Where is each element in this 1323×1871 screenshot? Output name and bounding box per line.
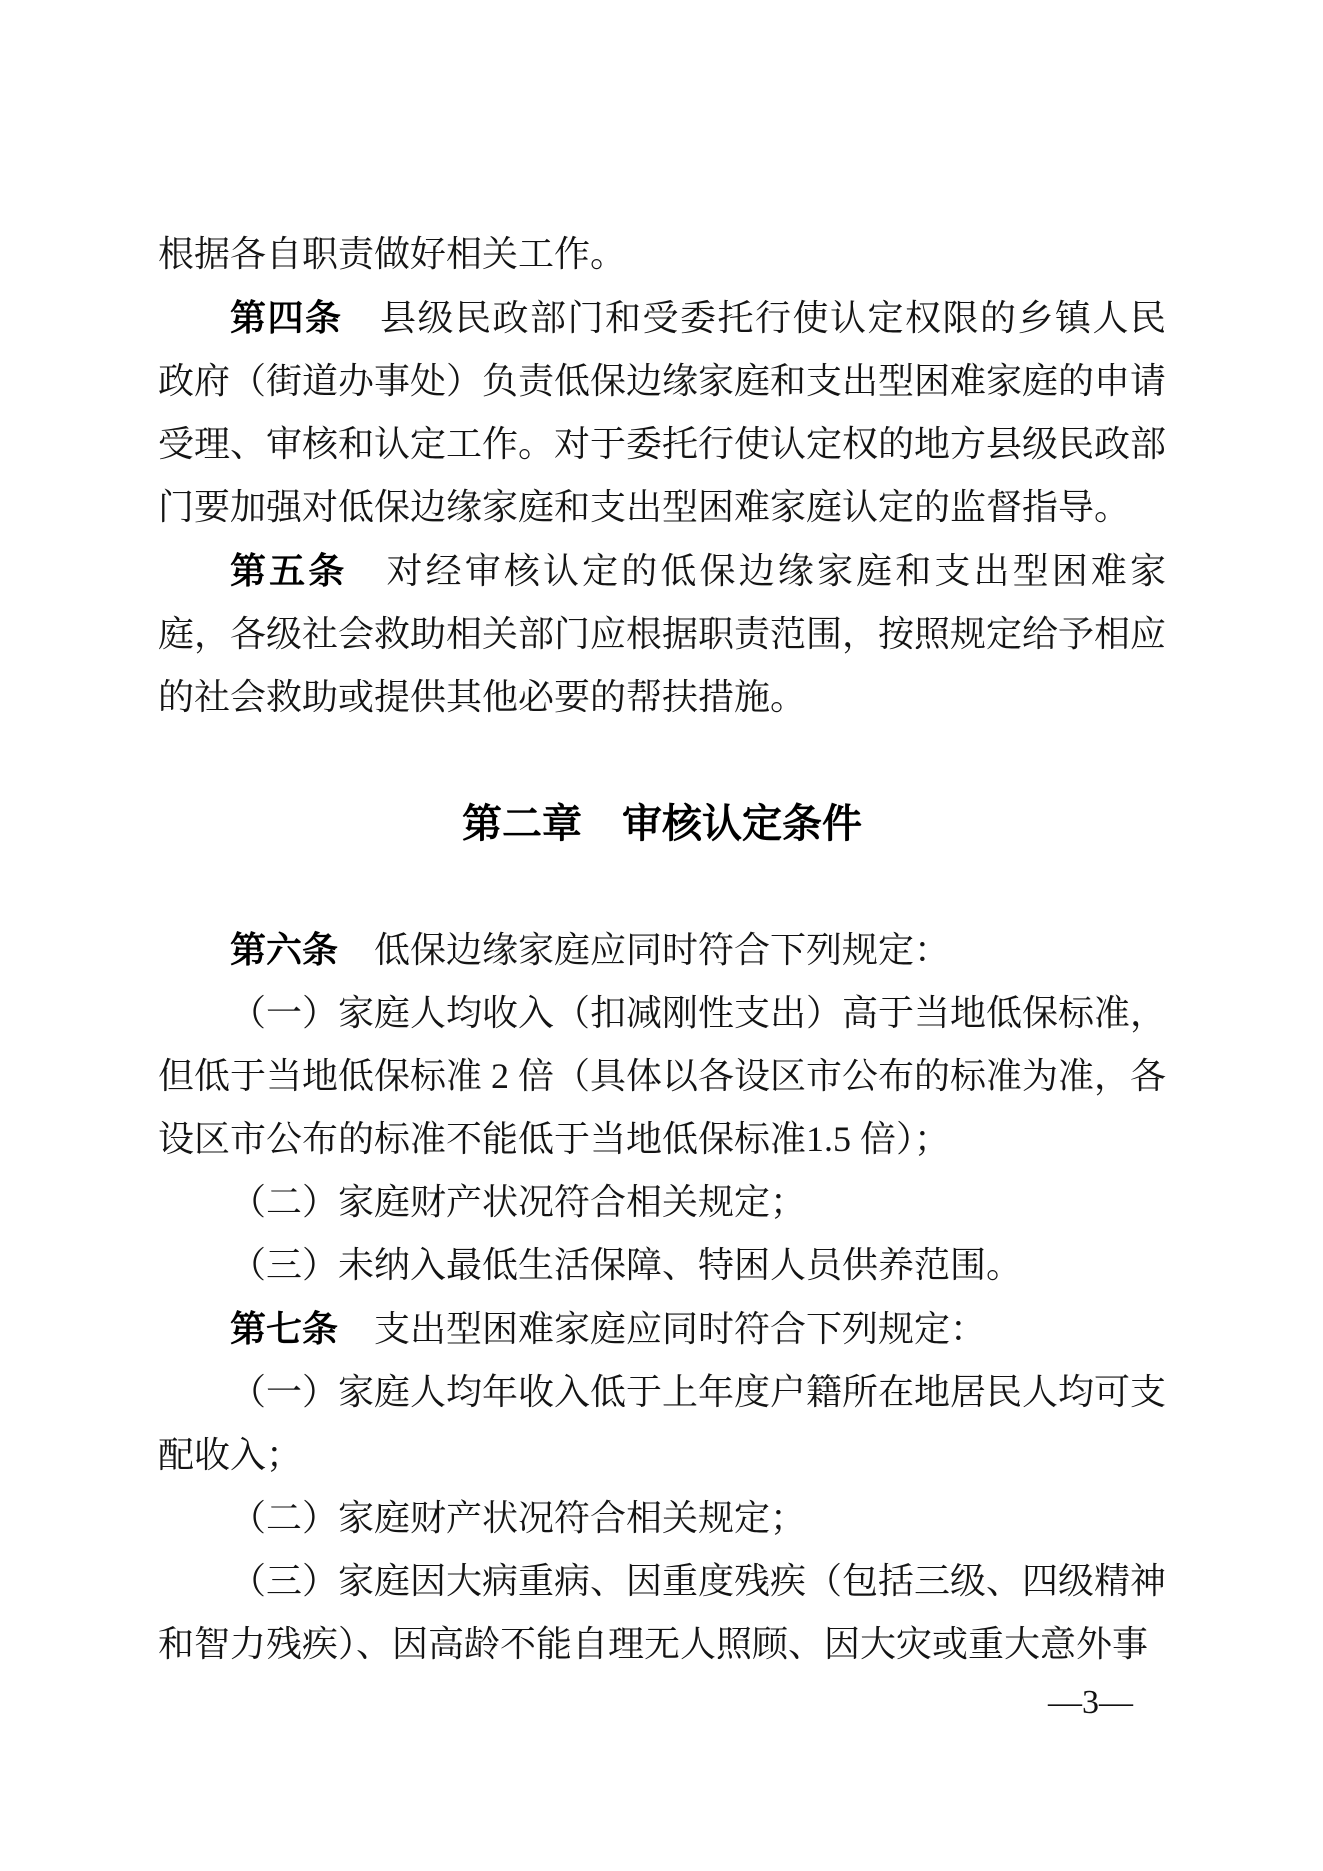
article-6-item-1-text: （一）家庭人均收入（扣减刚性支出）高于当地低保标准，但低于当地低保标准 2 倍（具体以各设区市公布的标准为准，各设区市公布的标准不能低于当地低保标准1.5 倍）； — [158, 993, 1167, 1159]
page-number: —3— — [1048, 1684, 1133, 1721]
article-7-text: 支出型困难家庭应同时符合下列规定： — [338, 1309, 987, 1349]
article-7-item-1 — [158, 1361, 1166, 1487]
article-7-item-3 — [158, 1550, 1166, 1676]
article-7-paragraph — [158, 1297, 1166, 1361]
article-7-item-2-text: （二）家庭财产状况符合相关规定； — [230, 1498, 807, 1538]
article-7-item-1-text: （一）家庭人均年收入低于上年度户籍所在地居民人均可支配收入； — [158, 1372, 1167, 1475]
article-6-item-1 — [158, 982, 1166, 1171]
article-6-item-2-text: （二）家庭财产状况符合相关规定； — [230, 1182, 807, 1222]
document-body — [158, 223, 1166, 1676]
chapter-2-heading: 第二章 审核认定条件 — [462, 802, 862, 846]
article-7-item-2 — [158, 1487, 1166, 1550]
article-7-number: 第七条 — [230, 1308, 339, 1349]
article-6-item-2 — [158, 1171, 1166, 1234]
article-5-number: 第五条 — [230, 550, 348, 591]
article-7-item-3-text: （三）家庭因大病重病、因重度残疾（包括三级、四级精神和智力残疾）、因高龄不能自理无人照顾、因大灾或重大意外事 — [158, 1561, 1167, 1664]
article-6-item-3 — [158, 1234, 1166, 1297]
article-4-number: 第四条 — [230, 297, 343, 338]
article-4-text: 县级民政部门和受委托行使认定权限的乡镇人民政府（街道办事处）负责低保边缘家庭和支出型困难家庭的申请受理、审核和认定工作。对于委托行使认定权的地方县级民政部门要加强对低保边缘家庭和支出型困难家庭认定的监督指导。 — [158, 298, 1167, 527]
continuation-paragraph-text: 根据各自职责做好相关工作。 — [158, 234, 627, 274]
article-6-item-3-text: （三）未纳入最低生活保障、特困人员供养范围。 — [230, 1245, 1023, 1285]
article-5-paragraph — [158, 539, 1166, 729]
article-4-paragraph — [158, 286, 1166, 539]
article-6-number: 第六条 — [230, 929, 339, 970]
article-6-paragraph — [158, 918, 1166, 982]
article-5-text: 对经审核认定的低保边缘家庭和支出型困难家庭，各级社会救助相关部门应根据职责范围，按照规定给予相应的社会救助或提供其他必要的帮扶措施。 — [158, 551, 1167, 717]
article-6-text: 低保边缘家庭应同时符合下列规定： — [338, 930, 951, 970]
continuation-paragraph — [158, 223, 1166, 286]
